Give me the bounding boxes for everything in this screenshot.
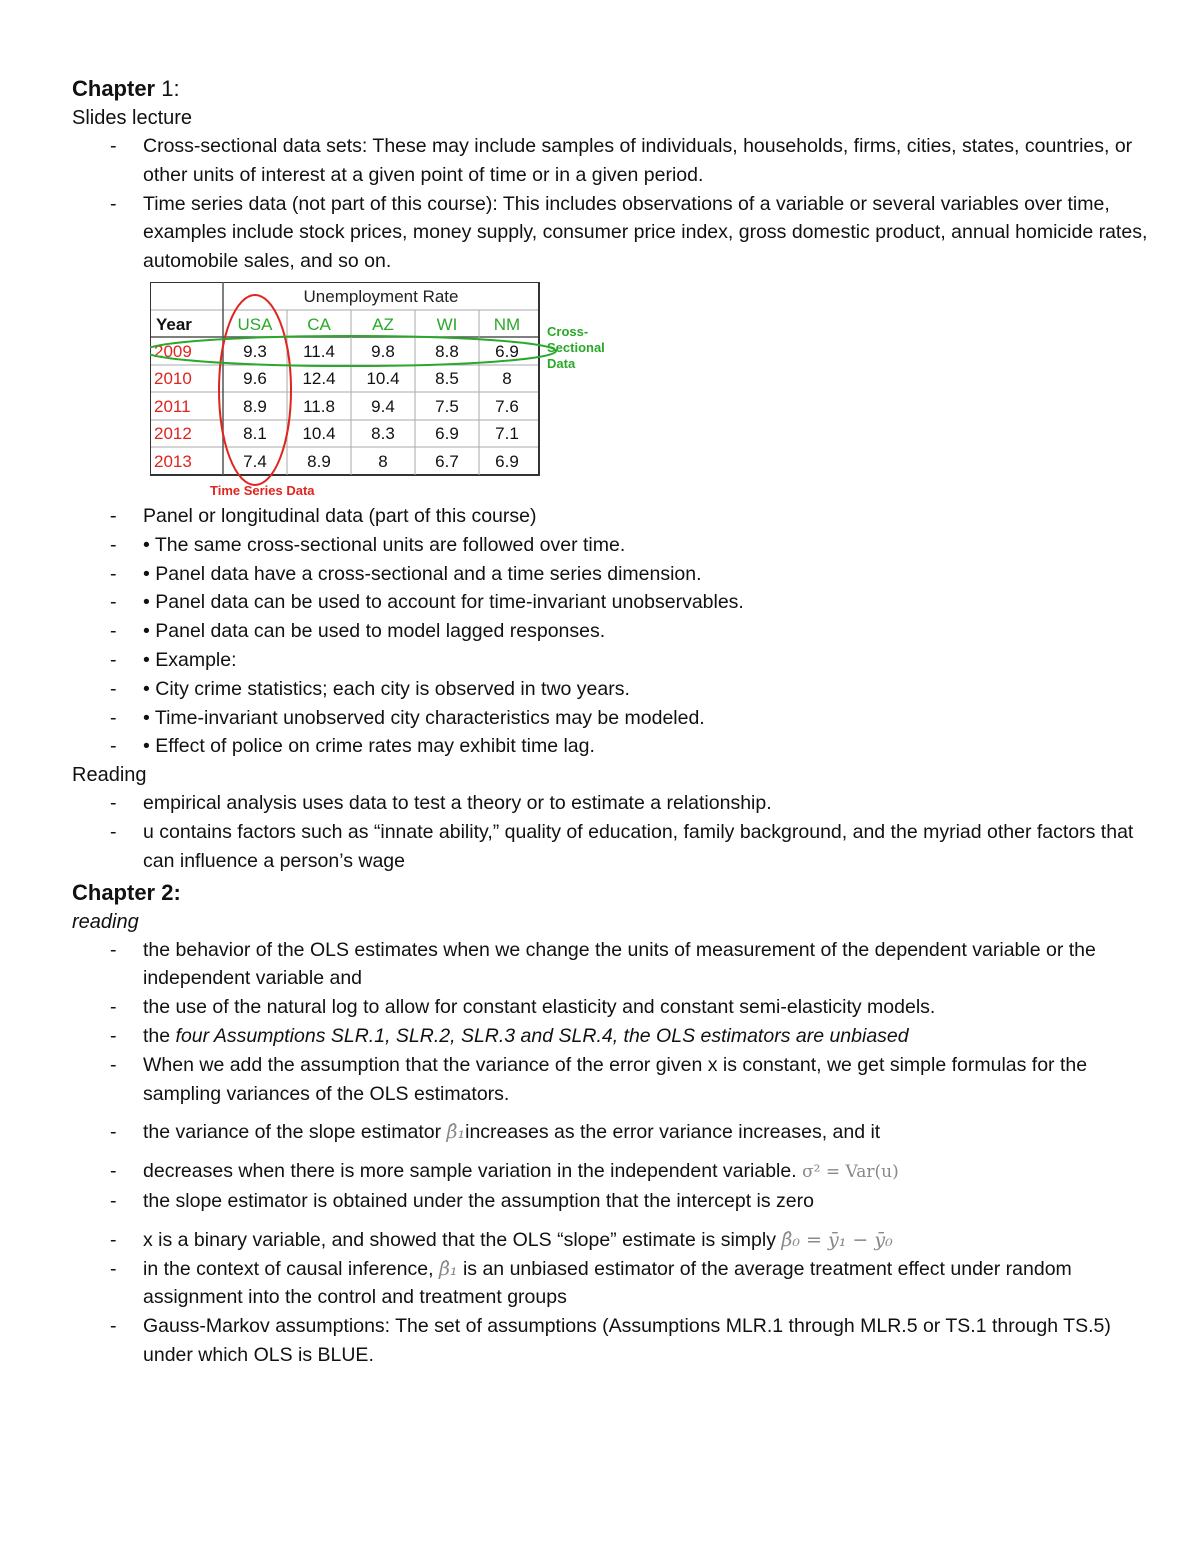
table-cell: 6.7 (435, 451, 459, 471)
table-cell: 8 (502, 368, 512, 388)
chapter-2-list (72, 936, 1152, 1370)
table-cell: 8.3 (371, 423, 395, 443)
reading-heading-ch2: reading (72, 910, 139, 933)
list-item: - • Example: (72, 646, 1152, 675)
table-cell: 11.4 (303, 341, 335, 361)
list-item: - Gauss-Markov assumptions: The set of assumptions (Assumptions MLR.1 through MLR.5 or TS.1 through TS.5) under which OLS is BLUE. (72, 1312, 1152, 1370)
unemployment-table-figure (150, 282, 630, 502)
column-header: WI (436, 314, 458, 334)
cross-sectional-label-2: Sectional (547, 339, 605, 355)
table-cell: 6.9 (495, 451, 519, 471)
slides-list (72, 132, 1152, 276)
list-item: - the four Assumptions SLR.1, SLR.2, SLR.3 and SLR.4, the OLS estimators are unbiased (72, 1022, 1152, 1051)
reading-list (72, 789, 1152, 875)
list-item: - Panel or longitudinal data (part of this course) (72, 502, 1152, 531)
list-item: - empirical analysis uses data to test a theory or to estimate a relationship. (72, 789, 1152, 818)
table-cell: 8.9 (243, 396, 267, 416)
column-header: USA (237, 314, 273, 334)
row-year: 2013 (154, 451, 192, 471)
table-cell: 8.9 (307, 451, 331, 471)
reading-heading: Reading (72, 764, 147, 787)
table-cell: 7.1 (495, 423, 519, 443)
table-cell: 9.4 (371, 396, 395, 416)
row-year: 2011 (154, 396, 191, 416)
table-cell: 9.3 (243, 341, 267, 361)
list-item: - • Time-invariant unobserved city characteristics may be modeled. (72, 704, 1152, 733)
list-item: - Time series data (not part of this course): This includes observations of a variable or several variables over time, examples include stock prices, money supply, consumer price index, gross domestic product, annual homicide rates, automobile sales, and so on. (72, 190, 1152, 276)
year-header: Year (156, 314, 192, 334)
column-header: CA (307, 314, 331, 334)
list-item: - When we add the assumption that the variance of the error given x is constant, we get simple formulas for the sampling variances of the OLS estimators. (72, 1051, 1152, 1109)
list-item: - u contains factors such as “innate ability,” quality of education, family background, and the myriad other factors that can influence a person’s wage (72, 818, 1152, 876)
table-cell: 9.8 (371, 341, 395, 361)
slides-lecture-heading: Slides lecture (72, 107, 193, 129)
list-item: - x is a binary variable, and showed that the OLS “slope” estimate is simply β̂₀ = ȳ₁ − ȳ₀ (72, 1226, 1152, 1255)
row-year: 2012 (154, 423, 192, 443)
list-item: - • Panel data have a cross-sectional and a time series dimension. (72, 560, 1152, 589)
column-header: NM (493, 314, 521, 334)
panel-list (72, 502, 1152, 761)
table-cell: 6.9 (495, 341, 519, 361)
chapter-1-heading: Chapter 1: (72, 76, 180, 101)
row-year: 2009 (154, 341, 192, 361)
list-item: - in the context of causal inference, β̂₁ is an unbiased estimator of the average treatment effect under random assignment into the control and treatment groups (72, 1255, 1152, 1313)
table-title: Unemployment Rate (303, 286, 459, 306)
table-cell: 11.8 (303, 396, 335, 416)
column-header: AZ (372, 314, 394, 334)
list-item-continuation: - decreases when there is more sample variation in the independent variable. σ² = Var(u) (72, 1157, 1152, 1187)
table-cell: 12.4 (302, 368, 336, 388)
document (72, 74, 1152, 1370)
table-cell: 8.5 (435, 368, 459, 388)
beta1-symbol: β̂₁ (446, 1121, 466, 1144)
time-series-label: Time Series Data (210, 482, 315, 498)
table-cell: 8.1 (243, 423, 267, 443)
list-item: - • Effect of police on crime rates may exhibit time lag. (72, 732, 1152, 761)
beta1-symbol: β̂₁ (438, 1257, 458, 1280)
table-cell: 8.8 (435, 341, 459, 361)
table-cell: 6.9 (435, 423, 459, 443)
sigma-formula: σ² = Var(u) (802, 1162, 899, 1183)
list-item: - • The same cross-sectional units are followed over time. (72, 531, 1152, 560)
list-item: - the slope estimator is obtained under the assumption that the intercept is zero (72, 1187, 1152, 1216)
list-item: - the use of the natural log to allow for constant elasticity and constant semi-elasticity models. (72, 993, 1152, 1022)
table-cell: 10.4 (366, 368, 400, 388)
chapter-2-heading: Chapter 2: (72, 879, 181, 905)
table-cell: 7.4 (243, 451, 267, 471)
list-item: - the variance of the slope estimator β̂₁increases as the error variance increases, and it (72, 1118, 1152, 1147)
cross-sectional-label-1: Cross- (547, 323, 589, 339)
row-year: 2010 (154, 368, 192, 388)
binary-formula: β̂₀ = ȳ₁ − ȳ₀ (781, 1228, 893, 1251)
table-cell: 9.6 (243, 368, 267, 388)
list-item: - • Panel data can be used to account for time-invariant unobservables. (72, 588, 1152, 617)
table-cell: 7.6 (495, 396, 519, 416)
list-item: - Cross-sectional data sets: These may include samples of individuals, households, firms, cities, states, countries, or other units of interest at a given point of time or in a given period. (72, 132, 1152, 190)
table-cell: 10.4 (302, 423, 336, 443)
table-cell: 8 (378, 451, 388, 471)
cross-sectional-label-3: Data (547, 355, 576, 371)
list-item: - the behavior of the OLS estimates when we change the units of measurement of the dependent variable or the independent variable and (72, 936, 1152, 994)
list-item: - • Panel data can be used to model lagged responses. (72, 617, 1152, 646)
table-cell: 7.5 (435, 396, 459, 416)
list-item: - • City crime statistics; each city is observed in two years. (72, 675, 1152, 704)
